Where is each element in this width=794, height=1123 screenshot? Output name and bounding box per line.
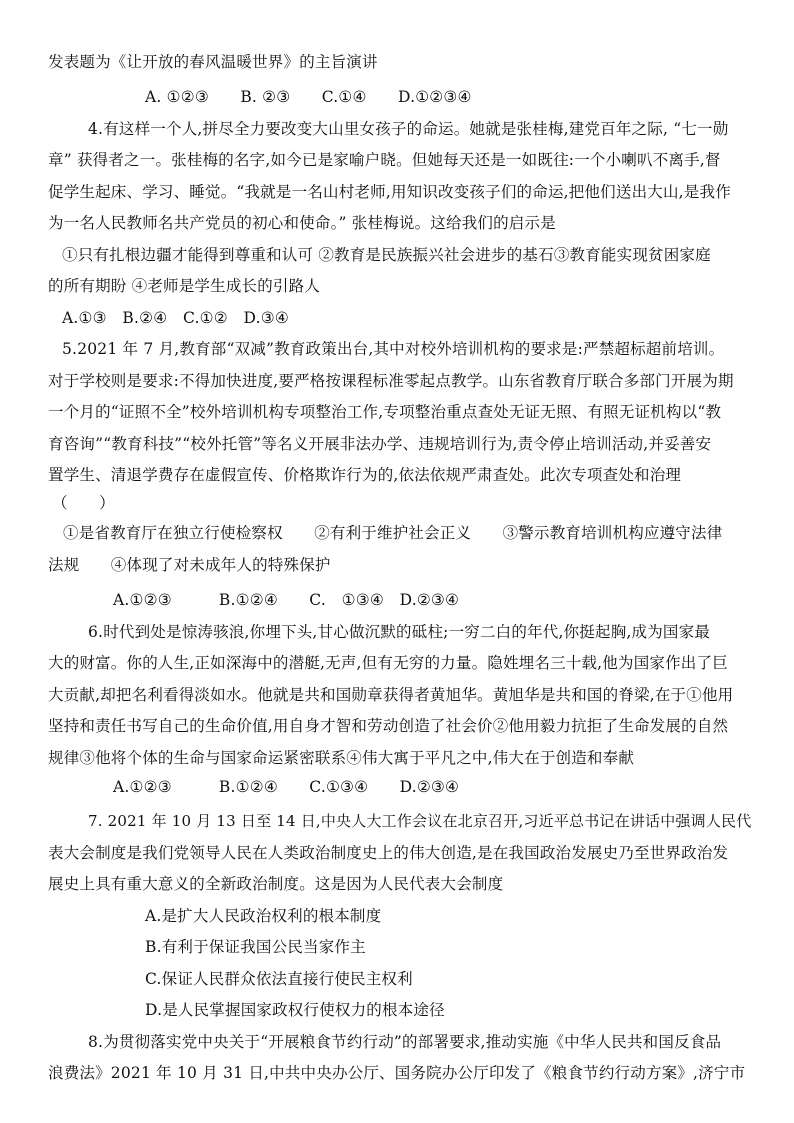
q8-stem-line2: 浪费法》2021 年 10 月 31 日,中共中央办公厅、国务院办公厅印发了《粮食节约行动方案》,济宁市 xyxy=(48,1064,746,1082)
q5-stem-line3: 一个月的“证照不全”校外培训机构专项整治工作,专项整治重点查处无证无照、有照无证机构以“教 xyxy=(48,403,722,421)
q4-stem-line3: 促学生起床、学习、睡觉。“我就是一名山村老师,用知识改变孩子们的命运,把他们送出大山,是我作 xyxy=(48,183,731,201)
q3-options: A. ①②③ B. ②③ C.①④ D.①②③④ xyxy=(145,88,472,106)
q7-stem-line1: 7. 2021 年 10 月 13 日至 14 日,中央人大工作会议在北京召开,习近平总书记在讲话中强调人民代 xyxy=(88,812,752,830)
q5-stem-line4: 育咨询”“教育科技”“校外托管”等名义开展非法办学、违规培训行为,责令停止培训活动,并妥善安 xyxy=(48,435,712,453)
q6-stem-line4: 坚持和责任书写自己的生命价值,用自身才智和劳动创造了社会价②他用毅力抗拒了生命发展的自然 xyxy=(48,717,729,735)
q5-stem-line5: 置学生、清退学费存在虚假宣传、价格欺诈行为的,依法依规严肃查处。此次专项查处和治理 xyxy=(48,466,682,484)
q7-stem-line3: 展史上具有重大意义的全新政治制度。这是因为人民代表大会制度 xyxy=(48,875,504,893)
q4-options: A.①③ B.②④ C.①② D.③④ xyxy=(62,309,289,327)
q5-options: A.①②③ B.①②④ C. ①③④ D.②③④ xyxy=(113,591,460,609)
q4-stem-line1: 4.有这样一个人,拼尽全力要改变大山里女孩子的命运。她就是张桂梅,建党百年之际, “七一勋 xyxy=(88,120,729,138)
q5-statements-line2: 法规 ④体现了对未成年人的特殊保护 xyxy=(48,556,331,574)
q7-option-d: D.是人民掌握国家政权行使权力的根本途径 xyxy=(145,1001,445,1019)
q4-statements-line1: ①只有扎根边疆才能得到尊重和认可 ②教育是民族振兴社会进步的基石③教育能实现贫困家庭 xyxy=(62,246,711,264)
q4-stem-line4: 为一名人民教师名共产党员的初心和使命。” 张桂梅说。这给我们的启示是 xyxy=(48,214,556,232)
q7-stem-line2: 表大会制度是我们党领导人民在人类政治制度史上的伟大创造,是在我国政治发展史乃至世界政治发 xyxy=(48,844,729,862)
q6-stem-line3: 大贡献,却把名利看得淡如水。他就是共和国勋章获得者黄旭华。黄旭华是共和国的脊梁,在于①他用 xyxy=(48,686,734,704)
q6-stem-line2: 大的财富。你的人生,正如深海中的潜艇,无声,但有无穷的力量。隐姓埋名三十载,他为国家作出了巨 xyxy=(48,654,728,672)
q5-stem-line1: 5.2021 年 7 月,教育部“双减”教育政策出台,其中对校外培训机构的要求是:严禁超标超前培训。 xyxy=(62,340,725,358)
q6-stem-line5: 规律③他将个体的生命与国家命运紧密联系④伟大寓于平凡之中,伟大在于创造和奉献 xyxy=(48,749,635,767)
q3-stem-end: 发表题为《让开放的春风温暖世界》的主旨演讲 xyxy=(48,53,378,71)
q4-statements-line2: 的所有期盼 ④老师是学生成长的引路人 xyxy=(48,277,321,295)
q6-options: A.①②③ B.①②④ C.①③④ D.②③④ xyxy=(113,778,460,796)
q7-option-b: B.有利于保证我国公民当家作主 xyxy=(145,938,366,956)
q7-option-c: C.保证人民群众依法直接行使民主权利 xyxy=(145,970,413,988)
q5-answer-blank: （ ） xyxy=(52,494,115,512)
q5-statements-line1: ①是省教育厅在独立行使检察权 ②有利于维护社会正义 ③警示教育培训机构应遵守法律 xyxy=(63,524,723,542)
q4-stem-line2: 章” 获得者之一。张桂梅的名字,如今已是家喻户晓。但她每天还是一如既往:一个小喇叭不离手,督 xyxy=(48,151,721,169)
q5-stem-line2: 对于学校则是要求:不得加快进度,要严格按课程标准零起点教学。山东省教育厅联合多部门开展为期 xyxy=(48,372,734,390)
q7-option-a: A.是扩大人民政治权利的根本制度 xyxy=(145,907,382,925)
q8-stem-line1: 8.为贯彻落实党中央关于“开展粮食节约行动”的部署要求,推动实施《中华人民共和国反食品 xyxy=(88,1033,722,1051)
q6-stem-line1: 6.时代到处是惊涛骇浪,你埋下头,甘心做沉默的砥柱;一穷二白的年代,你挺起胸,成为国家最 xyxy=(88,623,711,641)
